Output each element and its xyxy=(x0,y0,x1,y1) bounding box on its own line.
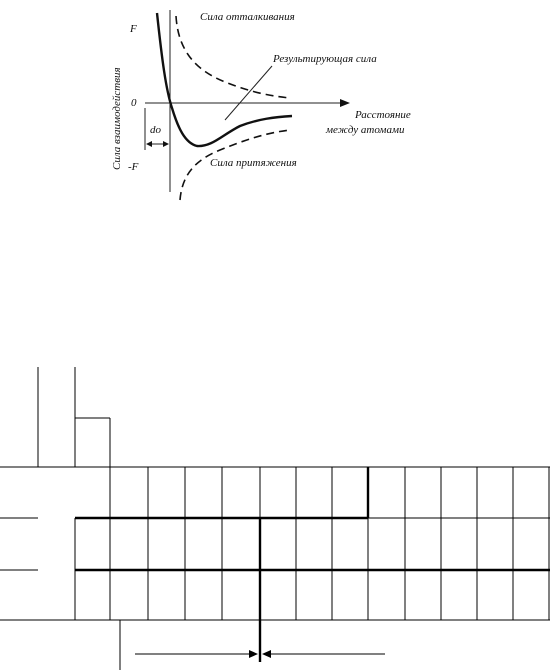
x-axis-label-line1: Расстояние xyxy=(355,109,411,121)
x-axis-label-line2: между атомами xyxy=(326,124,405,136)
x-axis-arrow-icon xyxy=(340,99,350,107)
y-zero-label: 0 xyxy=(131,97,137,109)
resultant-pointer xyxy=(225,66,272,120)
resultant-curve xyxy=(157,13,292,146)
y-top-label: F xyxy=(130,23,137,35)
repulsion-label: Сила отталкивания xyxy=(200,11,295,23)
table-grid xyxy=(0,367,550,670)
dimension-arrow-right-icon xyxy=(249,650,258,658)
attraction-label: Сила притяжения xyxy=(210,157,297,169)
d0-arrow-left-icon xyxy=(146,141,152,147)
resultant-label: Результирующая сила xyxy=(273,53,377,65)
d0-arrow-right-icon xyxy=(163,141,169,147)
y-bottom-label: -F xyxy=(128,161,139,173)
y-axis-label: Сила взаимодействия xyxy=(111,67,123,170)
dimension-arrow-left-icon xyxy=(262,650,271,658)
d0-label: do xyxy=(150,124,161,136)
force-diagram xyxy=(111,10,411,200)
